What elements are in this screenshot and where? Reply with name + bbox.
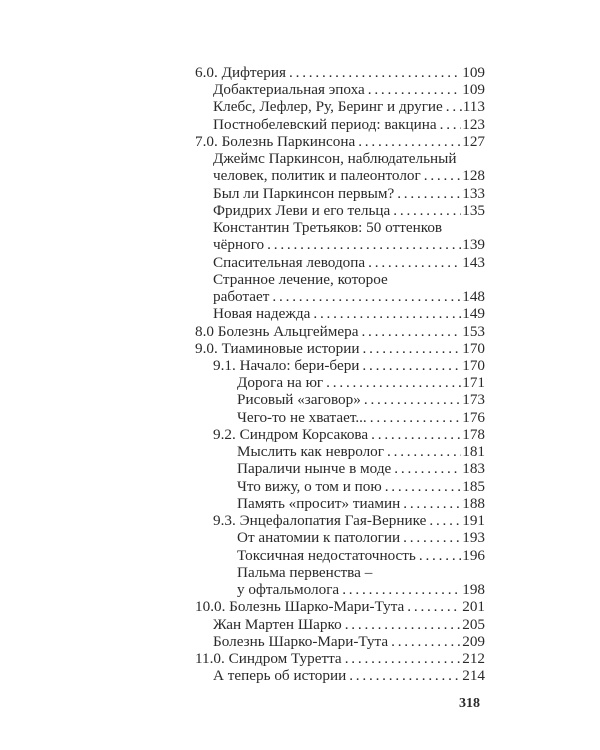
dot-leader [368,81,461,98]
toc-entry[interactable] [195,443,485,460]
dot-leader [393,202,461,219]
toc-entry-page: 113 [462,98,485,116]
toc-entry-title: 6.0. Дифтерия [195,64,286,81]
toc-entry[interactable] [195,529,485,546]
toc-entry-title: Пальма первенства – [237,563,373,581]
toc-entry-page: 139 [462,236,485,254]
toc-entry[interactable] [195,667,485,684]
page-number: 318 [459,696,480,711]
toc-entry-title: чёрного [213,236,265,254]
toc-entry-title: Спасительная леводопа [213,253,366,271]
toc-entry-title: Был ли Паркинсон первым? [213,184,395,202]
toc-entry[interactable] [195,357,485,374]
toc-entry-title: 9.1. Начало: бери-бери [213,356,360,374]
toc-entry[interactable] [195,391,485,408]
toc-entry-page: 109 [462,64,485,81]
dot-leader [364,391,461,408]
toc-entry-page: 214 [462,667,485,685]
toc-entry[interactable] [195,64,485,81]
dot-leader [424,167,462,184]
toc-entry-title: Новая надежда [213,305,311,323]
toc-entry-title: А теперь об истории [213,667,347,685]
toc-entry-title: человек, политик и палеонтолог [213,167,421,185]
toc-entry-title: 9.3. Энцефалопатия Гая-Вернике [213,512,427,530]
toc-entry[interactable] [195,288,485,305]
toc-entry-page: 181 [462,443,485,461]
toc-entry[interactable] [195,616,485,633]
table-of-contents [195,64,485,684]
dot-leader [289,64,461,81]
toc-entry-title: Рисовый «заговор» [237,391,361,409]
dot-leader [440,116,462,133]
toc-entry[interactable] [195,98,485,115]
toc-entry-page: 198 [462,581,485,599]
toc-entry-title: 8.0 Болезнь Альцгеймера [195,322,359,340]
toc-entry-page: 185 [462,477,485,495]
toc-entry[interactable] [195,305,485,322]
toc-entry-page: 149 [462,305,485,323]
toc-entry-page: 212 [462,649,485,667]
dot-leader [313,305,461,322]
dot-leader [267,236,461,253]
toc-entry-title: Мыслить как невролог [237,443,385,461]
dot-leader [429,512,461,529]
toc-entry-page: 196 [462,546,485,564]
dot-leader [368,254,461,271]
toc-entry[interactable] [195,409,485,426]
toc-entry-title: 11.0. Синдром Туретта [195,649,342,667]
toc-entry-title: От анатомии к патологии [237,529,401,547]
toc-entry[interactable] [195,81,485,98]
dot-leader [345,650,462,667]
toc-entry-page: 201 [462,598,485,616]
toc-entry-title: у офтальмолога [237,581,340,599]
toc-entry[interactable] [195,633,485,650]
dot-leader [362,340,461,357]
toc-entry[interactable] [195,254,485,271]
toc-entry-page: 171 [462,374,485,392]
toc-entry-title: 10.0. Болезнь Шарко-Мари-Тута [195,598,405,616]
toc-entry-page: 191 [462,512,485,530]
toc-entry-title: 9.0. Тиаминовые истории [195,339,360,357]
toc-entry-page: 170 [462,339,485,357]
toc-entry-page: 127 [462,132,485,150]
toc-entry-title: Токсичная недостаточность [237,546,416,564]
dot-leader [326,374,461,391]
dot-leader [342,581,461,598]
toc-entry-page: 123 [462,115,485,133]
toc-entry-page: 209 [462,632,485,650]
toc-entry-title: Болезнь Шарко-Мари-Тута [213,632,389,650]
toc-entry[interactable] [195,133,485,150]
toc-entry-title: Фридрих Леви и его тельца [213,201,391,219]
toc-entry-title-line [195,564,485,581]
toc-entry[interactable] [195,650,485,667]
toc-entry-page: 205 [462,615,485,633]
dot-leader [349,667,461,684]
toc-entry-title: Чего-то не хватает... [237,408,367,426]
dot-leader [358,133,461,150]
toc-entry[interactable] [195,323,485,340]
toc-entry[interactable] [195,460,485,477]
toc-entry-page: 183 [462,460,485,478]
toc-entry-title: 9.2. Синдром Корсакова [213,425,369,443]
toc-entry-title: Клебс, Лефлер, Ру, Беринг и другие [213,98,443,116]
dot-leader [362,357,461,374]
toc-entry-title: Что вижу, о том и пою [237,477,382,495]
toc-entry-title: Джеймс Паркинсон, наблюдательный [213,150,457,168]
dot-leader [272,288,461,305]
dot-leader [387,443,461,460]
toc-entry-page: 148 [462,288,485,306]
dot-leader [446,98,462,115]
toc-entry-title-line [195,271,485,288]
toc-entry[interactable] [195,236,485,253]
toc-entry[interactable] [195,495,485,512]
toc-entry-page: 188 [462,494,485,512]
dot-leader [345,616,462,633]
toc-entry-page: 176 [462,408,485,426]
toc-entry[interactable] [195,202,485,219]
toc-entry-page: 170 [462,356,485,374]
toc-entry-title: Память «просит» тиамин [237,494,401,512]
toc-entry-page: 128 [462,167,485,185]
toc-entry-title: работает [213,288,270,306]
dot-leader [371,426,461,443]
dot-leader [391,633,461,650]
toc-entry-title-line [195,219,485,236]
toc-entry[interactable] [195,598,485,615]
dot-leader [403,529,461,546]
toc-entry-page: 153 [462,322,485,340]
toc-entry-page: 143 [462,253,485,271]
dot-leader [407,598,461,615]
dot-leader [403,495,461,512]
toc-entry-page: 109 [462,81,485,99]
toc-entry-title: Постнобелевский период: вакцина [213,115,437,133]
toc-entry[interactable] [195,512,485,529]
toc-entry-title-line [195,150,485,167]
dot-leader [394,460,461,477]
dot-leader [419,547,461,564]
toc-entry-page: 135 [462,201,485,219]
toc-entry[interactable] [195,185,485,202]
toc-entry[interactable] [195,478,485,495]
toc-entry-title: 7.0. Болезнь Паркинсона [195,132,356,150]
toc-entry[interactable] [195,581,485,598]
dot-leader [361,323,461,340]
toc-entry-page: 193 [462,529,485,547]
toc-entry[interactable] [195,116,485,133]
toc-entry[interactable] [195,340,485,357]
toc-entry-title: Жан Мартен Шарко [213,615,342,633]
toc-entry-title: Добактериальная эпоха [213,81,365,99]
toc-entry[interactable] [195,167,485,184]
toc-entry-title: Странное лечение, которое [213,270,388,288]
toc-entry[interactable] [195,547,485,564]
toc-entry-title: Константин Третьяков: 50 оттенков [213,219,443,237]
dot-leader [370,409,462,426]
toc-entry-page: 173 [462,391,485,409]
toc-entry-page: 133 [462,184,485,202]
toc-entry-title: Дорога на юг [237,374,324,392]
toc-entry-title: Параличи нынче в моде [237,460,392,478]
toc-entry[interactable] [195,374,485,391]
toc-entry-page: 178 [462,425,485,443]
dot-leader [385,478,462,495]
dot-leader [397,185,461,202]
toc-entry[interactable] [195,426,485,443]
